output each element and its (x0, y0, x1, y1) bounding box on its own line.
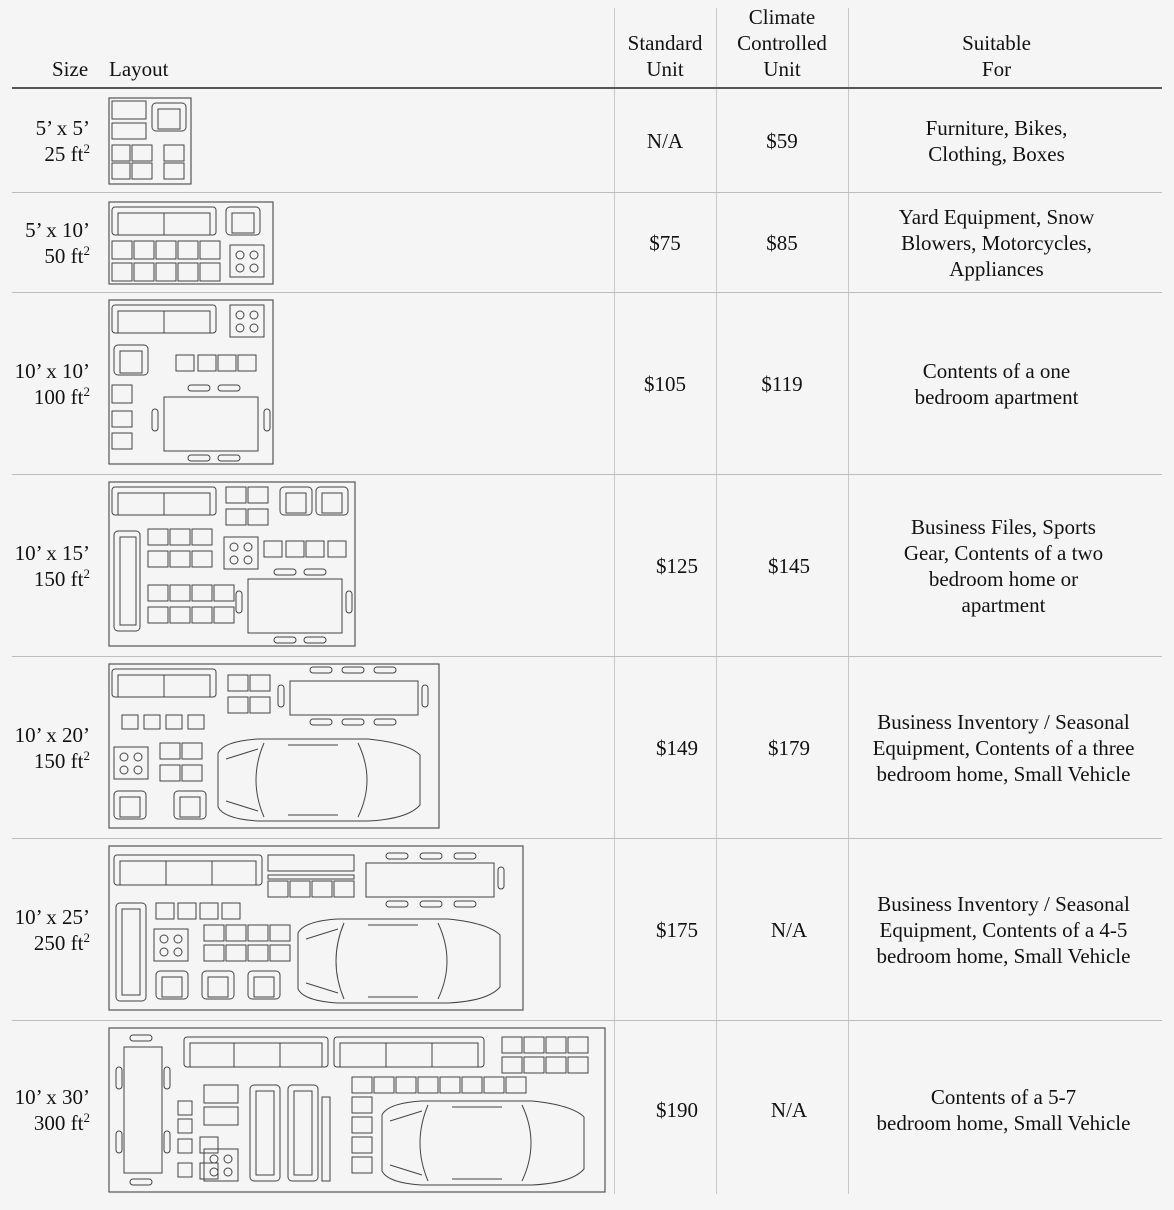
suitable-line: Gear, Contents of a two (903, 541, 1104, 565)
standard-price: N/A (646, 129, 684, 153)
suitable-line: Blowers, Motorcycles, (901, 231, 1092, 255)
floor-plan-diagram (108, 1027, 606, 1193)
standard-price: $125 (656, 554, 698, 578)
area-superscript: 2 (83, 243, 90, 258)
header-line: For (981, 57, 1012, 81)
suitable-line: Yard Equipment, Snow (898, 205, 1095, 229)
suitable-line: Business Inventory / Seasonal (877, 892, 1130, 916)
unit-area (15, 1110, 90, 1136)
table-row (12, 839, 1162, 1021)
suitable-line: bedroom home, Small Vehicle (876, 762, 1131, 786)
size-cell (12, 193, 90, 293)
unit-dimensions: 10’ x 30’ (14, 1085, 90, 1109)
unit-area (15, 566, 90, 592)
suitable-line: bedroom home, Small Vehicle (876, 1111, 1131, 1135)
area-value: 150 ft (33, 749, 84, 773)
size-cell (12, 839, 90, 1021)
area-superscript: 2 (83, 930, 90, 945)
standard-price: $190 (656, 1098, 698, 1122)
climate-price: $145 (768, 554, 810, 578)
layout-cell (108, 293, 613, 475)
area-value: 50 ft (44, 244, 84, 268)
area-value: 100 ft (33, 385, 84, 409)
header-line: Standard (627, 31, 703, 55)
suitable-line: Appliances (949, 257, 1044, 281)
suitable-line: Furniture, Bikes, (925, 116, 1068, 140)
unit-area (15, 930, 90, 956)
size-cell (12, 657, 90, 839)
floor-plan-diagram (108, 845, 524, 1011)
table-row (12, 193, 1162, 293)
table-row (12, 657, 1162, 839)
suitable-line: bedroom home, Small Vehicle (876, 944, 1131, 968)
area-superscript: 2 (83, 384, 90, 399)
header-line: Controlled (737, 31, 827, 55)
suitable-for (856, 475, 1151, 657)
suitable-for (856, 1021, 1151, 1199)
unit-dimensions: 10’ x 15’ (14, 541, 90, 565)
layout-cell (108, 475, 613, 657)
area-value: 25 ft (44, 142, 84, 166)
floor-plan-diagram (108, 201, 274, 285)
suitable-for (856, 839, 1151, 1021)
suitable-line: Equipment, Contents of a 4-5 (879, 918, 1128, 942)
header-standard-unit (615, 30, 715, 82)
size-cell (12, 475, 90, 657)
climate-price: $59 (766, 129, 798, 153)
table-row (12, 89, 1162, 193)
suitable-line: Business Inventory / Seasonal (877, 710, 1130, 734)
floor-plan-diagram (108, 97, 192, 185)
floor-plan-diagram (108, 663, 440, 829)
unit-dimensions: 10’ x 10’ (14, 359, 90, 383)
unit-dimensions: 5’ x 10’ (25, 218, 90, 242)
area-value: 150 ft (33, 567, 84, 591)
suitable-line: Equipment, Contents of a three (872, 736, 1135, 760)
unit-area (25, 243, 90, 269)
standard-price: $149 (656, 736, 698, 760)
suitable-for (856, 657, 1151, 839)
suitable-line: bedroom home or (928, 567, 1079, 591)
suitable-line: Contents of a 5-7 (930, 1085, 1077, 1109)
unit-area (36, 141, 90, 167)
floor-plan-diagram (108, 481, 356, 647)
area-value: 250 ft (33, 931, 84, 955)
suitable-line: apartment (961, 593, 1046, 617)
unit-dimensions: 5’ x 5’ (35, 116, 90, 140)
suitable-for (849, 193, 1144, 293)
suitable-line: Clothing, Boxes (928, 142, 1065, 166)
suitable-for (849, 293, 1144, 475)
standard-price: $75 (649, 231, 681, 255)
layout-cell (108, 89, 613, 193)
suitable-line: Contents of a one (922, 359, 1071, 383)
size-cell (12, 1021, 90, 1199)
area-value: 300 ft (33, 1111, 84, 1135)
layout-cell (108, 193, 613, 293)
suitable-line: Business Files, Sports (911, 515, 1096, 539)
unit-dimensions: 10’ x 25’ (14, 905, 90, 929)
header-size: Size (52, 57, 89, 81)
climate-price: N/A (770, 918, 808, 942)
header-line: Unit (646, 57, 684, 81)
header-suitable-for (849, 30, 1144, 82)
header-line: Unit (763, 57, 801, 81)
header-layout: Layout (109, 57, 169, 81)
area-superscript: 2 (83, 748, 90, 763)
header-climate-controlled-unit (717, 4, 847, 82)
suitable-line: bedroom apartment (914, 385, 1079, 409)
climate-price: N/A (770, 1098, 808, 1122)
area-superscript: 2 (83, 141, 90, 156)
area-superscript: 2 (83, 566, 90, 581)
size-cell (12, 89, 90, 193)
standard-price: $175 (656, 918, 698, 942)
climate-price: $85 (766, 231, 798, 255)
table-row (12, 1021, 1162, 1199)
suitable-for (849, 89, 1144, 193)
standard-price: $105 (644, 372, 686, 396)
layout-cell (108, 657, 613, 839)
layout-cell (108, 839, 613, 1021)
climate-price: $179 (768, 736, 810, 760)
climate-price: $119 (761, 372, 803, 396)
table-row (12, 293, 1162, 475)
unit-dimensions: 10’ x 20’ (14, 723, 90, 747)
area-superscript: 2 (83, 1110, 90, 1125)
table-row (12, 475, 1162, 657)
unit-area (15, 748, 90, 774)
header-line: Climate (748, 5, 816, 29)
floor-plan-diagram (108, 299, 274, 465)
unit-area (15, 384, 90, 410)
layout-cell (108, 1021, 613, 1199)
size-cell (12, 293, 90, 475)
header-line: Suitable (962, 31, 1031, 55)
